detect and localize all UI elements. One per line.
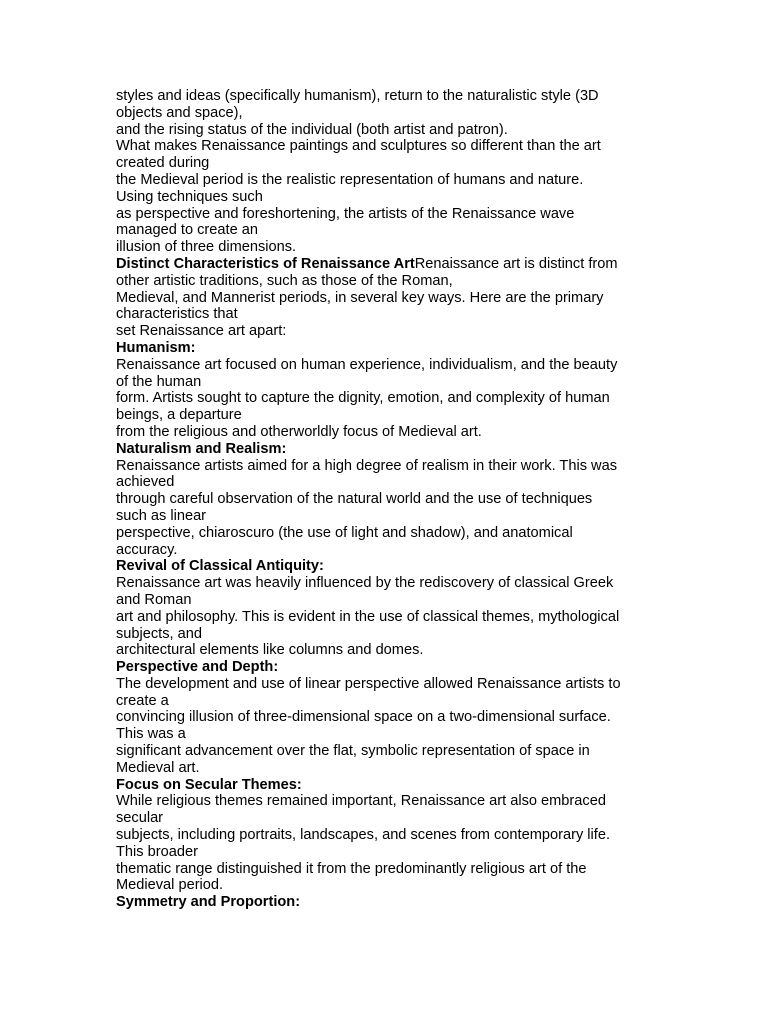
section-intro (116, 256, 661, 340)
text-line: from the religious and otherworldly focus of Medieval art. (116, 423, 482, 440)
text-line: managed to create an (116, 222, 258, 239)
text-line: the Medieval period is the realistic representation of humans and nature. (116, 171, 584, 188)
text-line: as perspective and foreshortening, the artists of the Renaissance wave (116, 205, 575, 222)
text-line: beings, a departure (116, 407, 242, 424)
text-line: created during (116, 155, 210, 172)
text-line: This was a (116, 726, 186, 743)
text-line: and Roman (116, 591, 192, 608)
characteristic-heading: Symmetry and Proportion: (116, 894, 301, 911)
text-line: This broader (116, 843, 198, 860)
text-line: accuracy. (116, 541, 178, 558)
text-line: and the rising status of the individual (both artist and patron). (116, 121, 508, 138)
text-line: art and philosophy. This is evident in the use of classical themes, mythological (116, 608, 620, 625)
document-page (116, 88, 661, 911)
characteristic-heading: Focus on Secular Themes: (116, 776, 302, 793)
text-line: Renaissance art focused on human experience, individualism, and the beauty (116, 356, 618, 373)
text-line: achieved (116, 474, 175, 491)
text-line: Medieval art. (116, 759, 200, 776)
text-line: through careful observation of the natural world and the use of techniques (116, 491, 593, 508)
text-line: characteristics that (116, 306, 238, 323)
text-line: While religious themes remained important, Renaissance art also embraced (116, 793, 606, 810)
characteristic-heading: Naturalism and Realism: (116, 440, 287, 457)
text-line: objects and space), (116, 104, 243, 121)
intro-paragraph (116, 88, 661, 256)
text-line: Using techniques such (116, 188, 263, 205)
characteristic-humanism (116, 340, 661, 441)
text-line: Medieval period. (116, 877, 224, 894)
characteristic-perspective (116, 659, 661, 777)
text-line: significant advancement over the flat, symbolic representation of space in (116, 743, 590, 760)
text-line: styles and ideas (specifically humanism), return to the naturalistic style (3D (116, 88, 599, 104)
text-line: subjects, and (116, 625, 202, 642)
text-line: form. Artists sought to capture the dignity, emotion, and complexity of human (116, 390, 610, 407)
section-heading: Distinct Characteristics of Renaissance Art (116, 255, 415, 272)
text-line: create a (116, 692, 169, 709)
text-line: perspective, chiaroscuro (the use of light and shadow), and anatomical (116, 524, 573, 541)
text-line: illusion of three dimensions. (116, 239, 297, 256)
characteristic-heading: Revival of Classical Antiquity: (116, 558, 324, 575)
characteristic-secular-themes (116, 777, 661, 895)
text-line: subjects, including portraits, landscapes, and scenes from contemporary life. (116, 827, 610, 844)
text-line: Renaissance art was heavily influenced by the rediscovery of classical Greek (116, 575, 614, 592)
text-line: What makes Renaissance paintings and sculptures so different than the art (116, 138, 601, 155)
text-line: set Renaissance art apart: (116, 323, 287, 340)
section-heading-tail: Renaissance art is distinct from (414, 255, 618, 272)
text-line: other artistic traditions, such as those of the Roman, (116, 272, 453, 289)
characteristic-heading: Humanism: (116, 339, 196, 356)
text-line: Renaissance artists aimed for a high degree of realism in their work. This was (116, 457, 618, 474)
text-line: such as linear (116, 507, 207, 524)
text-line: architectural elements like columns and domes. (116, 642, 424, 659)
text-line: Medieval, and Mannerist periods, in several key ways. Here are the primary (116, 289, 604, 306)
characteristic-naturalism (116, 441, 661, 559)
text-line: convincing illusion of three-dimensional space on a two-dimensional surface. (116, 709, 611, 726)
section-heading-line (116, 256, 661, 273)
characteristic-symmetry (116, 894, 661, 911)
text-line: thematic range distinguished it from the predominantly religious art of the (116, 860, 587, 877)
characteristic-classical-antiquity (116, 558, 661, 659)
text-line: secular (116, 810, 164, 827)
text-line: of the human (116, 373, 202, 390)
text-line: The development and use of linear perspective allowed Renaissance artists to (116, 675, 621, 692)
characteristic-heading: Perspective and Depth: (116, 659, 279, 676)
